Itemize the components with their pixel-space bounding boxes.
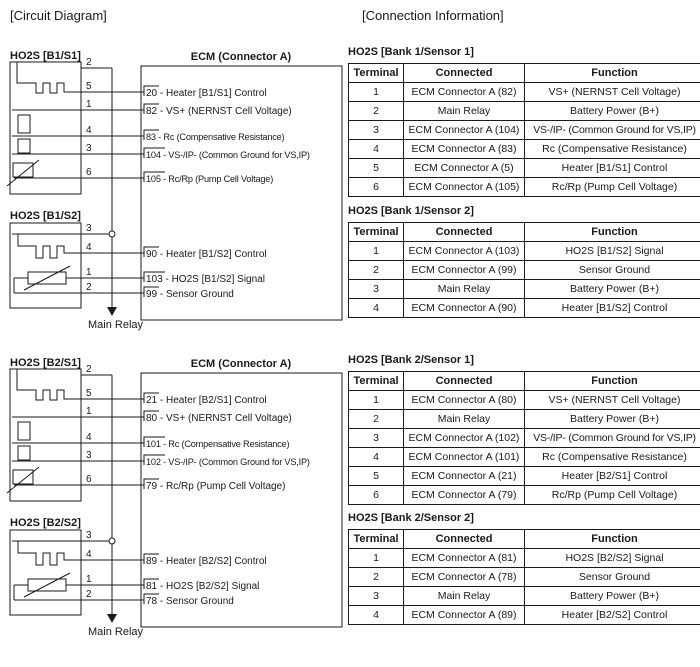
sensor-label-s1: HO2S [B2/S1] (10, 357, 81, 369)
connected-cell: Main Relay (404, 102, 525, 121)
sensor-pin-number: 2 (86, 282, 92, 293)
terminal-cell: 3 (349, 280, 404, 299)
main-relay-label: Main Relay (88, 626, 144, 638)
connected-cell: ECM Connector A (101) (404, 448, 525, 467)
table-row (349, 429, 700, 448)
circuit-diagram-heading: [Circuit Diagram] (10, 8, 107, 23)
sensor-pin-number: 1 (86, 267, 92, 278)
terminal-cell: 1 (349, 549, 404, 568)
ecm-pin-label: 102 - VS-/IP- (Common Ground for VS,IP) (146, 457, 310, 467)
main-relay-label: Main Relay (88, 319, 144, 331)
ecm-pin-label: 104 - VS-/IP- (Common Ground for VS,IP) (146, 150, 310, 160)
col-header: Connected (404, 372, 525, 391)
terminal-cell: 2 (349, 410, 404, 429)
cell-icon (18, 115, 30, 133)
connection-table (348, 222, 700, 318)
connected-cell: ECM Connector A (79) (404, 486, 525, 505)
sensor-pin-number: 3 (86, 143, 92, 154)
cell-icon (18, 446, 30, 460)
table-title: HO2S [Bank 2/Sensor 1] (348, 354, 474, 366)
connected-cell: ECM Connector A (5) (404, 159, 525, 178)
junction-node-icon (109, 538, 115, 544)
table-row (349, 391, 700, 410)
arrow-down-icon (107, 307, 117, 316)
col-header: Terminal (349, 223, 404, 242)
function-cell: Battery Power (B+) (525, 102, 700, 121)
table-row (349, 280, 700, 299)
table-title: HO2S [Bank 1/Sensor 1] (348, 46, 474, 58)
terminal-cell: 4 (349, 140, 404, 159)
connected-cell: ECM Connector A (104) (404, 121, 525, 140)
ecm-pin-label: 82 - VS+ (NERNST Cell Voltage) (146, 106, 292, 117)
col-header: Function (525, 530, 700, 549)
ecm-pin-label: 105 - Rc/Rp (Pump Cell Voltage) (146, 174, 274, 184)
table-row (349, 102, 700, 121)
terminal-cell: 1 (349, 391, 404, 410)
table-row (349, 159, 700, 178)
function-cell: Sensor Ground (525, 568, 700, 587)
cell-icon (18, 422, 30, 440)
ecm-pin-label: 79 - Rc/Rp (Pump Cell Voltage) (146, 481, 286, 492)
connected-cell: ECM Connector A (99) (404, 261, 525, 280)
table-row (349, 83, 700, 102)
ecm-pin-label: 99 - Sensor Ground (146, 289, 234, 300)
table-row (349, 587, 700, 606)
connection-table-block (348, 512, 695, 625)
connected-cell: Main Relay (404, 587, 525, 606)
ecm-pin-label: 78 - Sensor Ground (146, 596, 234, 607)
col-header: Function (525, 223, 700, 242)
terminal-cell: 3 (349, 587, 404, 606)
ecm-pin-label: 89 - Heater [B2/S2] Control (146, 556, 267, 567)
function-cell: VS-/IP- (Common Ground for VS,IP) (525, 121, 700, 140)
sensor-pin-number: 4 (86, 125, 92, 136)
connection-table-block (348, 205, 695, 318)
ecm-pin-label: 21 - Heater [B2/S1] Control (146, 395, 267, 406)
ecm-pin-label: 103 - HO2S [B1/S2] Signal (146, 274, 265, 285)
table-title: HO2S [Bank 1/Sensor 2] (348, 205, 474, 217)
sensor-pin-number: 4 (86, 242, 92, 253)
sensor-label-s2: HO2S [B1/S2] (10, 210, 81, 222)
terminal-cell: 5 (349, 467, 404, 486)
col-header: Function (525, 64, 700, 83)
terminal-cell: 3 (349, 121, 404, 140)
terminal-cell: 2 (349, 568, 404, 587)
sensor-box-s2 (10, 223, 81, 308)
connected-cell: Main Relay (404, 280, 525, 299)
table-row (349, 606, 700, 625)
col-header: Terminal (349, 372, 404, 391)
connected-cell: ECM Connector A (103) (404, 242, 525, 261)
sensor-label-s1: HO2S [B1/S1] (10, 50, 81, 62)
connection-information-heading: [Connection Information] (362, 8, 504, 23)
sensor-label-s2: HO2S [B2/S2] (10, 517, 81, 529)
variable-resistor-icon (13, 470, 33, 484)
table-row (349, 242, 700, 261)
connected-cell: ECM Connector A (21) (404, 467, 525, 486)
function-cell: Heater [B2/S1] Control (525, 467, 700, 486)
terminal-cell: 6 (349, 178, 404, 197)
sensor-pin-number: 1 (86, 99, 92, 110)
terminal-cell: 4 (349, 448, 404, 467)
ecm-title: ECM (Connector A) (190, 51, 292, 63)
function-cell: VS+ (NERNST Cell Voltage) (525, 391, 700, 410)
circuit-diagram-svg (0, 0, 350, 660)
terminal-cell: 5 (349, 159, 404, 178)
table-row (349, 261, 700, 280)
connection-table (348, 63, 700, 197)
function-cell: Rc/Rp (Pump Cell Voltage) (525, 178, 700, 197)
sensor-pin-number: 3 (86, 223, 92, 234)
terminal-cell: 4 (349, 606, 404, 625)
function-cell: Heater [B1/S2] Control (525, 299, 700, 318)
connected-cell: ECM Connector A (81) (404, 549, 525, 568)
sensor-pin-number: 5 (86, 388, 92, 399)
sensor-pin-number: 6 (86, 474, 92, 485)
terminal-cell: 2 (349, 261, 404, 280)
function-cell: Rc/Rp (Pump Cell Voltage) (525, 486, 700, 505)
terminal-cell: 1 (349, 242, 404, 261)
function-cell: Rc (Compensative Resistance) (525, 448, 700, 467)
col-header: Connected (404, 64, 525, 83)
function-cell: VS-/IP- (Common Ground for VS,IP) (525, 429, 700, 448)
ecm-pin-label: 83 - Rc (Compensative Resistance) (146, 132, 285, 142)
connection-table (348, 371, 700, 505)
terminal-cell: 3 (349, 429, 404, 448)
variable-resistor-icon (13, 163, 33, 177)
connected-cell: ECM Connector A (78) (404, 568, 525, 587)
table-row (349, 467, 700, 486)
sensor-pin-number: 1 (86, 406, 92, 417)
col-header: Connected (404, 530, 525, 549)
function-cell: Heater [B2/S2] Control (525, 606, 700, 625)
function-cell: HO2S [B1/S2] Signal (525, 242, 700, 261)
sensor-pin-number: 6 (86, 167, 92, 178)
connected-cell: ECM Connector A (83) (404, 140, 525, 159)
connected-cell: ECM Connector A (80) (404, 391, 525, 410)
sensor-pin-number: 5 (86, 81, 92, 92)
terminal-cell: 2 (349, 102, 404, 121)
heater-element-icon (17, 369, 81, 400)
table-row (349, 140, 700, 159)
sensor-pin-number: 2 (86, 57, 92, 68)
table-title: HO2S [Bank 2/Sensor 2] (348, 512, 474, 524)
ecm-pin-label: 80 - VS+ (NERNST Cell Voltage) (146, 413, 292, 424)
table-row (349, 178, 700, 197)
table-row (349, 121, 700, 140)
connection-table-block (348, 46, 695, 197)
terminal-cell: 1 (349, 83, 404, 102)
connected-cell: ECM Connector A (102) (404, 429, 525, 448)
junction-node-icon (109, 231, 115, 237)
table-row (349, 568, 700, 587)
terminal-cell: 6 (349, 486, 404, 505)
function-cell: Rc (Compensative Resistance) (525, 140, 700, 159)
sensor-pin-number: 2 (86, 589, 92, 600)
sensor-box-s2 (10, 530, 81, 615)
sensor-pin-number: 4 (86, 549, 92, 560)
function-cell: Heater [B1/S1] Control (525, 159, 700, 178)
table-row (349, 299, 700, 318)
ecm-pin-label: 81 - HO2S [B2/S2] Signal (146, 581, 260, 592)
connected-cell: ECM Connector A (82) (404, 83, 525, 102)
sensor-pin-number: 3 (86, 450, 92, 461)
col-header: Terminal (349, 64, 404, 83)
cell-icon (18, 139, 30, 153)
connection-table (348, 529, 700, 625)
col-header: Connected (404, 223, 525, 242)
heater-element-icon (17, 62, 81, 93)
sensor-pin-number: 4 (86, 432, 92, 443)
heater-element-icon (18, 541, 81, 565)
connected-cell: ECM Connector A (105) (404, 178, 525, 197)
connected-cell: Main Relay (404, 410, 525, 429)
arrow-down-icon (107, 614, 117, 623)
terminal-cell: 4 (349, 299, 404, 318)
ecm-pin-label: 90 - Heater [B1/S2] Control (146, 249, 267, 260)
function-cell: Battery Power (B+) (525, 410, 700, 429)
heater-element-icon (18, 234, 81, 258)
ecm-title: ECM (Connector A) (190, 358, 292, 370)
table-row (349, 448, 700, 467)
table-row (349, 486, 700, 505)
ecm-pin-label: 20 - Heater [B1/S1] Control (146, 88, 267, 99)
function-cell: VS+ (NERNST Cell Voltage) (525, 83, 700, 102)
connected-cell: ECM Connector A (90) (404, 299, 525, 318)
function-cell: Battery Power (B+) (525, 280, 700, 299)
col-header: Terminal (349, 530, 404, 549)
connected-cell: ECM Connector A (89) (404, 606, 525, 625)
sensor-pin-number: 1 (86, 574, 92, 585)
table-row (349, 410, 700, 429)
connection-table-block (348, 354, 695, 505)
ecm-pin-label: 101 - Rc (Compensative Resistance) (146, 439, 290, 449)
function-cell: Battery Power (B+) (525, 587, 700, 606)
function-cell: HO2S [B2/S2] Signal (525, 549, 700, 568)
col-header: Function (525, 372, 700, 391)
sensor-pin-number: 3 (86, 530, 92, 541)
function-cell: Sensor Ground (525, 261, 700, 280)
table-row (349, 549, 700, 568)
sensor-pin-number: 2 (86, 364, 92, 375)
